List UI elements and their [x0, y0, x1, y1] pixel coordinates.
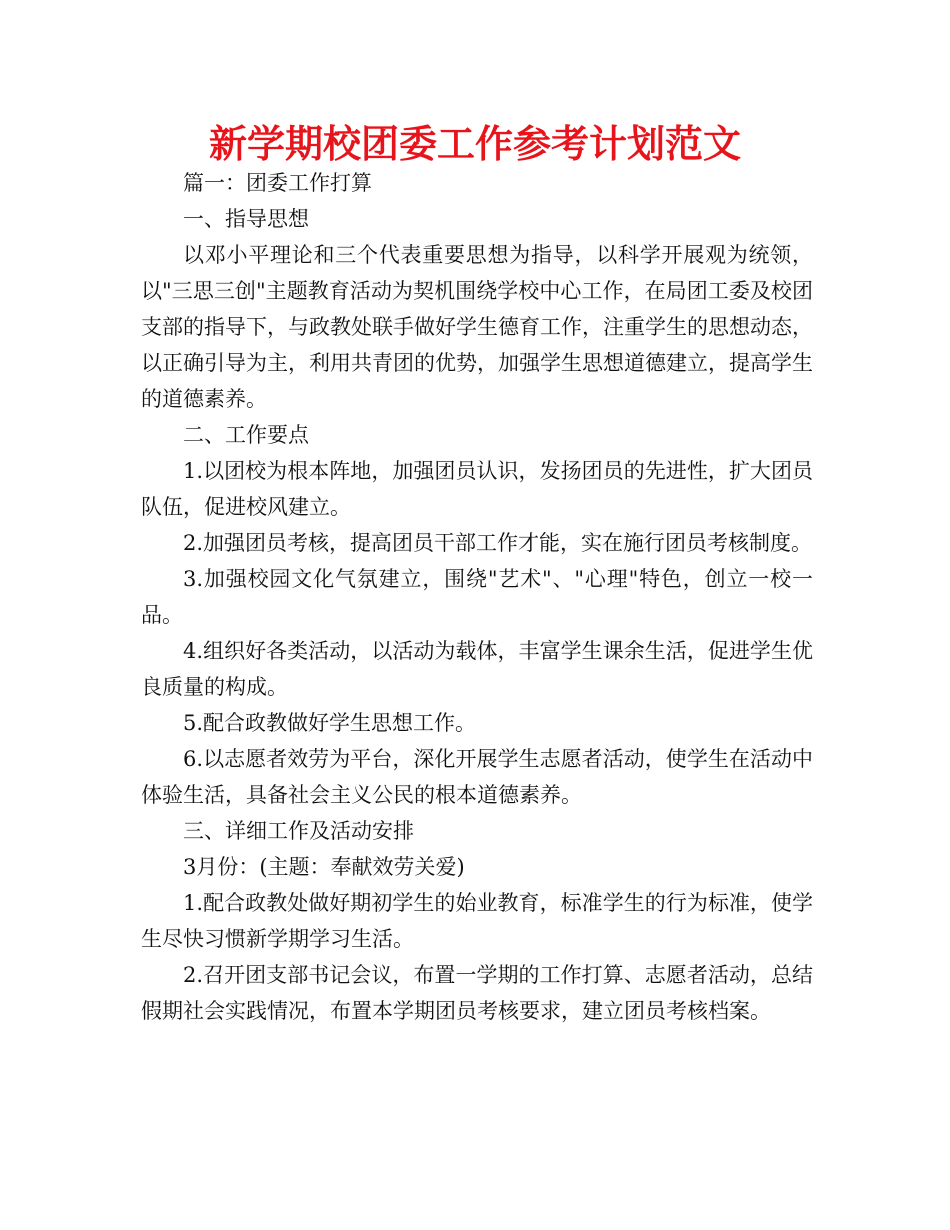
list-item: 5.配合政教做好学生思想工作。 — [183, 711, 477, 735]
document-body — [141, 165, 813, 1029]
section-heading: 三、详细工作及活动安排 — [183, 819, 414, 843]
page-title: 新学期校团委工作参考计划范文 — [208, 122, 741, 166]
month-heading: 3月份：(主题：奉献效劳关爱) — [183, 855, 465, 879]
section-heading: 二、工作要点 — [183, 423, 309, 447]
list-item: 4.组织好各类活动，以活动为载体，丰富学生课余生活，促进学生优良质量的构成。 — [141, 639, 813, 699]
section-heading: 一、指导思想 — [183, 207, 309, 231]
body-paragraph: 以邓小平理论和三个代表重要思想为指导，以科学开展观为统领，以"三思三创"主题教育活动为契机围绕学校中心工作，在局团工委及校团支部的指导下，与政教处联手做好学生德育工作，注重学生的思想动态，以正确引导为主，利用共青团的优势，加强学生思想道德建立，提高学生的道德素养。 — [141, 243, 813, 411]
list-item: 2.召开团支部书记会议，布置一学期的工作打算、志愿者活动，总结假期社会实践情况，布置本学期团员考核要求，建立团员考核档案。 — [141, 963, 813, 1023]
list-item: 2.加强团员考核，提高团员干部工作才能，实在施行团员考核制度。 — [183, 531, 813, 555]
list-item: 1.以团校为根本阵地，加强团员认识，发扬团员的先进性，扩大团员队伍，促进校风建立。 — [141, 459, 813, 519]
list-item: 3.加强校园文化气氛建立，围绕"艺术"、"心理"特色，创立一校一品。 — [141, 567, 813, 627]
section-heading: 篇一：团委工作打算 — [183, 171, 372, 195]
list-item: 1.配合政教处做好期初学生的始业教育，标准学生的行为标准，使学生尽快习惯新学期学习生活。 — [141, 891, 813, 951]
list-item: 6.以志愿者效劳为平台，深化开展学生志愿者活动，使学生在活动中体验生活，具备社会主义公民的根本道德素养。 — [141, 747, 813, 807]
